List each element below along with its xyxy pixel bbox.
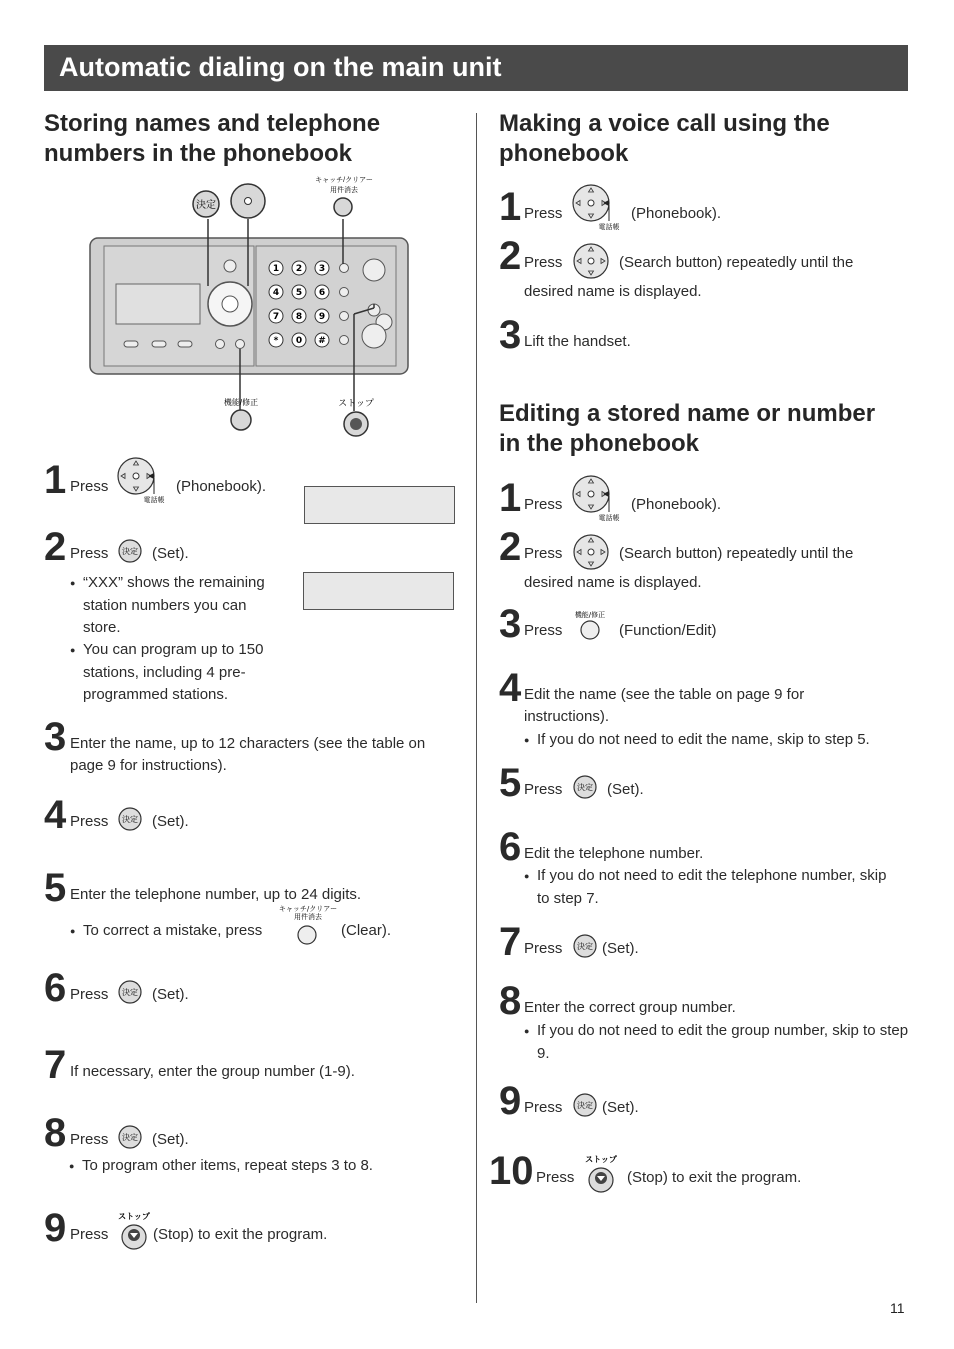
step-number: 8	[499, 979, 522, 1023]
svg-text:*: *	[273, 336, 279, 346]
phonebook-icon	[571, 474, 627, 527]
step-text: Enter the name, up to 12 characters (see the table on	[70, 735, 426, 752]
edit-heading: Editing a stored name or number in the phonebook	[499, 400, 876, 457]
step-text: (Phonebook).	[631, 205, 722, 222]
voice-call-heading: Making a voice call using the phonebook	[499, 110, 830, 167]
step-number: 8	[44, 1111, 67, 1155]
svg-text:7: 7	[272, 312, 280, 322]
step-text: Press	[524, 940, 563, 957]
step-text: (Function/Edit)	[619, 622, 717, 639]
svg-text:決定: 決定	[577, 942, 593, 951]
step-text: (Set).	[152, 1131, 189, 1148]
svg-text:4: 4	[272, 288, 280, 298]
step-number: 3	[44, 715, 67, 759]
svg-text:決定: 決定	[577, 1101, 593, 1110]
svg-text:#: #	[318, 336, 326, 346]
step-number: 9	[499, 1079, 522, 1123]
step-number: 7	[499, 920, 522, 964]
step-text: (Set).	[152, 545, 189, 562]
svg-text:用件消去: 用件消去	[294, 913, 322, 921]
step-text: instructions).	[524, 708, 610, 725]
bullet: ● “XXX” shows the remaining station numbers you can store.	[83, 572, 288, 640]
bullet: ● If you do not need to edit the name, skip to step 5.	[537, 729, 870, 752]
svg-text:電話帳: 電話帳	[598, 514, 620, 522]
step-number: 1	[44, 458, 67, 502]
set-icon	[573, 775, 599, 804]
svg-text:電話帳: 電話帳	[598, 223, 620, 231]
clear-icon	[278, 904, 338, 951]
svg-text:決定: 決定	[122, 988, 138, 997]
step-number: 4	[44, 793, 67, 837]
fax-unit-diagram	[86, 174, 416, 444]
step-text: page 9 for instructions).	[70, 757, 227, 774]
step-text: (Stop) to exit the program.	[627, 1169, 802, 1186]
step-text: desired name is displayed.	[524, 574, 702, 591]
svg-text:ストップ: ストップ	[585, 1155, 617, 1164]
function-edit-button	[231, 410, 251, 430]
step-text: Press	[524, 205, 563, 222]
svg-text:2: 2	[295, 264, 303, 274]
stop-icon	[583, 1153, 619, 1200]
function-edit-label: 機能/修正	[223, 398, 259, 407]
page-number: 11	[890, 1300, 905, 1316]
step-text: desired name is displayed.	[524, 283, 702, 300]
step-text: Press	[536, 1169, 575, 1186]
step-number: 1	[499, 185, 522, 229]
set-icon	[118, 980, 144, 1009]
step-text: (Phonebook).	[176, 478, 267, 495]
page-title: Automatic dialing on the main unit	[59, 52, 502, 82]
bullet: ● To program other items, repeat steps 3 to 8.	[82, 1155, 373, 1178]
step-text: Edit the name (see the table on page 9 for	[524, 686, 805, 703]
step-text: Enter the telephone number, up to 24 digits.	[70, 886, 362, 903]
step-text: Press	[524, 1099, 563, 1116]
stop-icon	[116, 1210, 152, 1257]
svg-text:3: 3	[318, 264, 326, 274]
catch-clear-label2: 用件消去	[330, 187, 358, 194]
step-text: (Stop) to exit the program.	[153, 1226, 328, 1243]
step-text: (Phonebook).	[631, 496, 722, 513]
step-text: (Set).	[607, 781, 644, 798]
svg-text:1: 1	[272, 264, 280, 274]
step-number: 10	[489, 1149, 534, 1193]
svg-text:8: 8	[295, 312, 303, 322]
step-number: 2	[499, 525, 522, 569]
left-heading: Storing names and telephone numbers in the phonebook	[44, 110, 381, 167]
svg-text:5: 5	[295, 288, 303, 298]
step-number: 2	[44, 525, 67, 569]
bullet: ● If you do not need to edit the group number, skip to step 9.	[537, 1020, 912, 1065]
step-text: Press	[70, 986, 109, 1003]
phonebook-icon	[571, 183, 627, 236]
bullet: ● You can program up to 150 stations, including 4 pre-programmed stations.	[83, 639, 288, 707]
svg-text:ストップ: ストップ	[118, 1212, 150, 1221]
catch-clear-button	[334, 198, 352, 216]
svg-text:決定: 決定	[122, 815, 138, 824]
step-text: Press	[524, 781, 563, 798]
set-icon	[118, 807, 144, 836]
step-text: Press	[524, 622, 563, 639]
svg-text:6: 6	[318, 288, 326, 298]
step-number: 7	[44, 1043, 67, 1087]
step-text: (Search button) repeatedly until the	[619, 254, 854, 271]
step-text: (Set).	[152, 813, 189, 830]
set-icon	[573, 1093, 599, 1122]
function-edit-icon	[572, 610, 612, 647]
phonebook-icon	[116, 456, 172, 509]
step-text: Press	[70, 813, 109, 830]
step-number: 6	[499, 825, 522, 869]
step-number: 5	[499, 761, 522, 805]
step-text: (Set).	[152, 986, 189, 1003]
bullet: ● To correct a mistake, press	[83, 920, 262, 943]
svg-text:キャッチ/クリアー: キャッチ/クリアー	[278, 905, 338, 913]
step-text: (Search button) repeatedly until the	[619, 545, 854, 562]
catch-clear-label: キャッチ/クリアー	[315, 177, 373, 184]
step-text: (Clear).	[341, 922, 392, 939]
step-text: Press	[70, 478, 109, 495]
stop-label: ストップ	[338, 398, 374, 408]
step-text: Enter the correct group number.	[524, 999, 736, 1016]
step-text: Press	[70, 1131, 109, 1148]
step-text: Press	[70, 545, 109, 562]
step-number: 1	[499, 476, 522, 520]
step-number: 3	[499, 602, 522, 646]
bullet: ● If you do not need to edit the telephone number, skip to step 7.	[537, 865, 897, 910]
step-number: 6	[44, 966, 67, 1010]
svg-text:電話帳: 電話帳	[143, 496, 165, 504]
set-button-label: 決定	[196, 200, 216, 211]
set-icon	[573, 934, 599, 963]
step-text: (Set).	[602, 1099, 639, 1116]
step-text: Edit the telephone number.	[524, 845, 704, 862]
set-icon	[118, 1125, 144, 1154]
step-text: If necessary, enter the group number (1-9).	[70, 1063, 355, 1080]
step-text: Lift the handset.	[524, 333, 631, 350]
step-text: Press	[70, 1226, 109, 1243]
step-text: Press	[524, 254, 563, 271]
step-number: 2	[499, 234, 522, 278]
step-number: 4	[499, 666, 522, 710]
svg-text:決定: 決定	[122, 547, 138, 556]
svg-text:0: 0	[295, 336, 303, 346]
fax-body	[90, 238, 408, 374]
title-banner	[44, 45, 908, 91]
display-screen-1	[304, 486, 455, 524]
step-text: (Set).	[602, 940, 639, 957]
svg-text:機能/修正: 機能/修正	[574, 611, 606, 619]
step-number: 3	[499, 313, 522, 357]
column-divider	[476, 113, 477, 1303]
svg-text:決定: 決定	[577, 783, 593, 792]
set-icon	[118, 539, 144, 568]
step-text: Press	[524, 496, 563, 513]
svg-text:決定: 決定	[122, 1133, 138, 1142]
step-number: 5	[44, 866, 67, 910]
svg-text:9: 9	[318, 312, 326, 322]
step-number: 9	[44, 1206, 67, 1250]
display-screen-2	[303, 572, 454, 610]
step-text: Press	[524, 545, 563, 562]
